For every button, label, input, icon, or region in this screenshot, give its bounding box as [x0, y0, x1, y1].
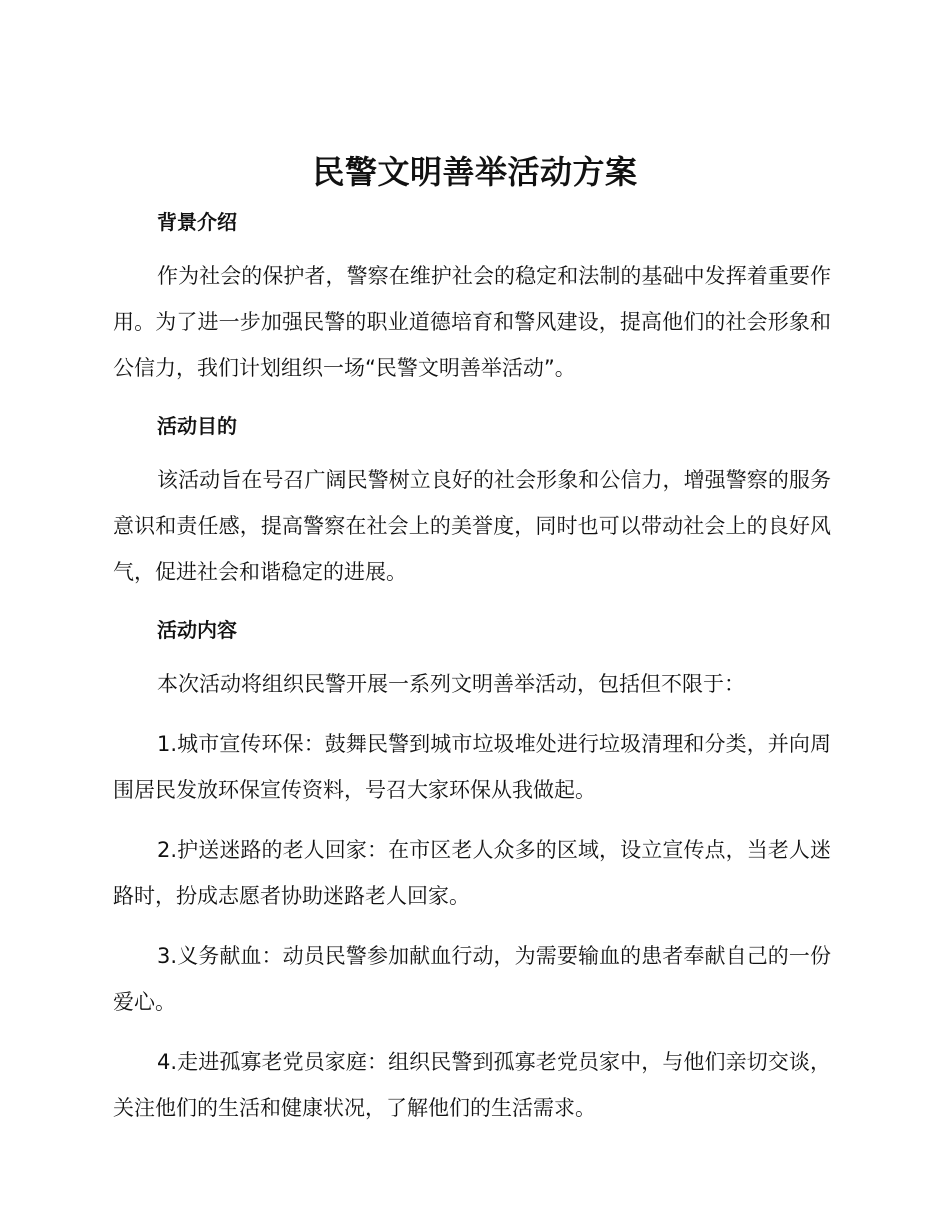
paragraph-purpose: 该活动旨在号召广阔民警树立良好的社会形象和公信力，增强警察的服务意识和责任感，提高警察在社会上的美誉度，同时也可以带动社会上的良好风气，促进社会和谐稳定的进展。	[113, 468, 831, 584]
list-item-4: 4.走进孤寡老党员家庭：组织民警到孤寡老党员家中，与他们亲切交谈，关注他们的生活和健康状况，了解他们的生活需求。	[113, 1050, 831, 1120]
paragraph-content-intro: 本次活动将组织民警开展一系列文明善举活动，包括但不限于：	[157, 672, 745, 696]
list-item-3: 3.义务献血：动员民警参加献血行动，为需要输血的患者奉献自己的一份爱心。	[113, 944, 831, 1014]
section-heading-background: 背景介绍	[157, 210, 237, 234]
list-item-2: 2.护送迷路的老人回家：在市区老人众多的区域，设立宣传点，当老人迷路时，扮成志愿者协助迷路老人回家。	[113, 838, 831, 908]
section-heading-purpose: 活动目的	[157, 414, 237, 438]
document-body	[113, 205, 831, 1131]
section-heading-content: 活动内容	[157, 618, 237, 642]
document-title: 民警文明善举活动方案	[312, 153, 638, 191]
list-item-1: 1.城市宣传环保：鼓舞民警到城市垃圾堆处进行垃圾清理和分类，并向周围居民发放环保宣传资料，号召大家环保从我做起。	[113, 732, 831, 802]
paragraph-background: 作为社会的保护者，警察在维护社会的稳定和法制的基础中发挥着重要作用。为了进一步加强民警的职业道德培育和警风建设，提高他们的社会形象和公信力，我们计划组织一场“民警文明善举活动”。	[113, 264, 831, 380]
